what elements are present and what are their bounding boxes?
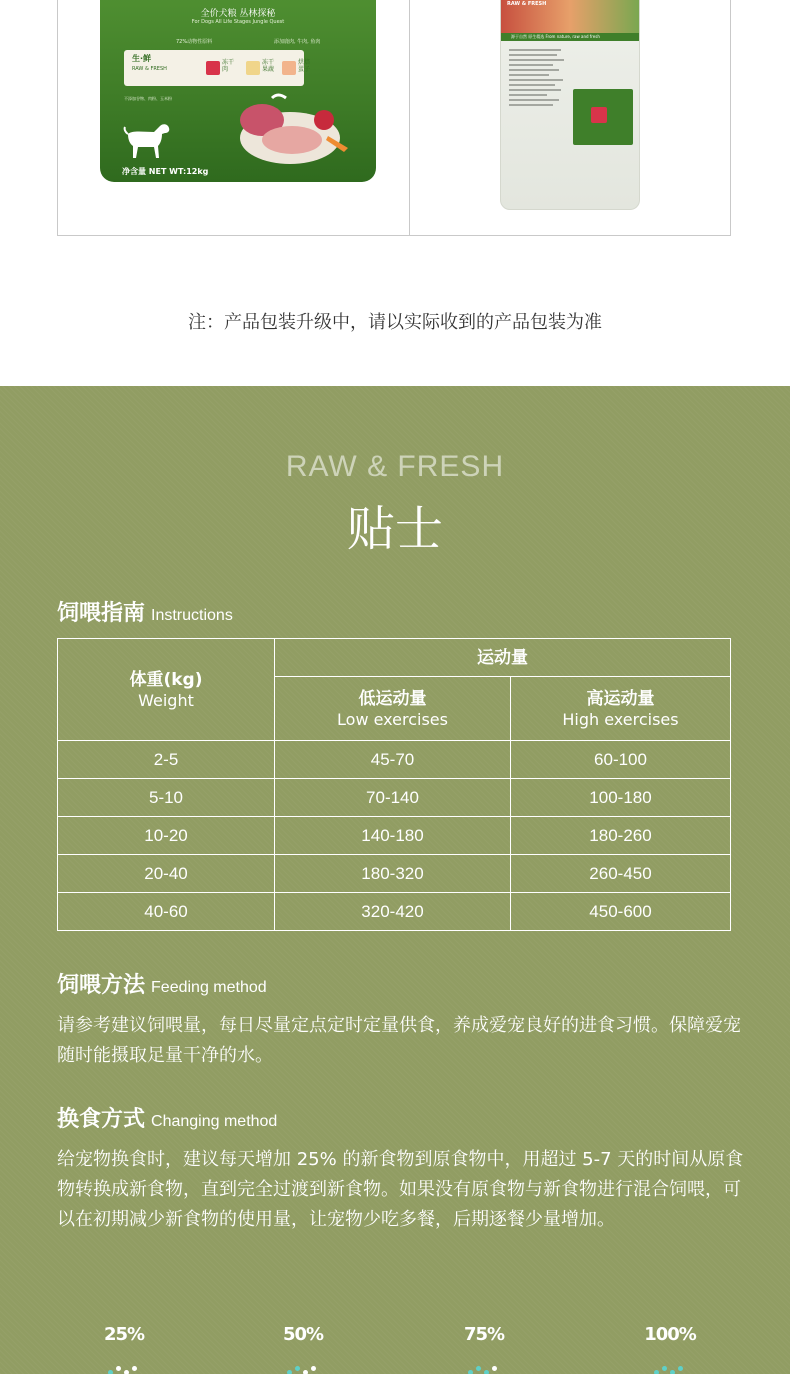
- high-cell: 450-600: [511, 893, 731, 931]
- old-food-dot: [116, 1366, 121, 1371]
- new-food-dot: [476, 1366, 481, 1371]
- back-bag-brand: RAW & FRESH: [507, 1, 547, 7]
- weight-header-en: Weight: [138, 690, 194, 710]
- low-cell: 140-180: [275, 817, 511, 855]
- back-photo-cell: [410, 0, 730, 235]
- low-cell: 45-70: [275, 741, 511, 779]
- table-row: [58, 893, 731, 931]
- low-cell: 70-140: [275, 779, 511, 817]
- instructions-heading-zh: 饲喂指南: [57, 601, 146, 626]
- dog-silhouette-icon: [122, 120, 174, 162]
- changing-heading-en: Changing method: [151, 1113, 278, 1130]
- fruit-cube-icon: [246, 61, 260, 75]
- table-row: [58, 855, 731, 893]
- old-food-dot: [124, 1370, 129, 1374]
- table-row: [58, 779, 731, 817]
- tips-title: 贴士: [346, 501, 443, 557]
- fruit-cube-label: 冻干果蔬: [262, 59, 275, 73]
- low-cell: 320-420: [275, 893, 511, 931]
- high-exercise-header: [511, 677, 731, 741]
- weight-cell: 5-10: [58, 779, 275, 817]
- egg-cube-icon: [282, 61, 296, 75]
- food-mix-dots-icon: [287, 1366, 319, 1374]
- fresh-food-illustration-icon: [232, 90, 352, 170]
- changing-text: 给宠物换食时，建议每天增加 25% 的新食物到原食物中，用超过 5-7 天的时间从原食物转换成新食物，直到完全过渡到新食物。如果没有原食物与新食物进行混合饲喂，可以在初期减少新食物的使用量，让宠物少吃多餐，后期逐餐少量增加。: [57, 1149, 744, 1230]
- step-label: 50%: [282, 1324, 324, 1345]
- badge-subtitle: RAW & FRESH: [132, 66, 167, 72]
- new-food-dot: [295, 1366, 300, 1371]
- new-food-dot: [468, 1370, 473, 1374]
- raw-fresh-badge: [124, 50, 311, 86]
- table-row: [58, 817, 731, 855]
- front-bag-image: [100, 0, 376, 182]
- low-exercise-en: Low exercises: [337, 709, 448, 729]
- old-food-dot: [492, 1366, 497, 1371]
- bag-left-tag: 72%动物性原料: [176, 39, 213, 45]
- bag-title: 全价犬粮 丛林探秘: [200, 9, 276, 19]
- high-cell: 100-180: [511, 779, 731, 817]
- weight-cell: 20-40: [58, 855, 275, 893]
- exercise-header-label: 运动量: [477, 647, 528, 668]
- high-cell: 180-260: [511, 817, 731, 855]
- high-exercise-en: High exercises: [562, 709, 679, 729]
- tips-eyebrow: RAW & FRESH: [285, 450, 505, 483]
- changing-heading: [57, 1102, 277, 1133]
- low-exercise-zh: 低运动量: [358, 688, 427, 709]
- feeding-text: 请参考建议饲喂量，每日尽量定点定时定量供食，养成爱宠良好的进食习惯。保障爱宠随时能摄取足量干净的水。: [57, 1015, 741, 1066]
- net-weight-label: 净含量 NET WT:12kg: [122, 167, 209, 176]
- back-bag-band: 源于自然 原生精选 From nature, raw and fresh: [501, 33, 639, 41]
- table-row: [58, 741, 731, 779]
- old-food-dot: [311, 1366, 316, 1371]
- food-mix-dots-icon: [108, 1366, 140, 1374]
- weight-header-zh: 体重(kg): [129, 669, 203, 690]
- high-exercise-zh: 高运动量: [586, 688, 655, 709]
- back-bag-text-lines: [509, 49, 565, 109]
- step-25: [84, 1324, 164, 1345]
- bag-subtitle: For Dogs All Life Stages Jungle Quest: [191, 19, 285, 25]
- instructions-heading-en: Instructions: [151, 607, 233, 624]
- changing-heading-zh: 换食方式: [57, 1107, 146, 1132]
- feeding-guide-table: [57, 638, 731, 931]
- new-food-dot: [287, 1370, 292, 1374]
- new-food-dot: [678, 1366, 683, 1371]
- new-food-dot: [484, 1370, 489, 1374]
- meat-cube-label: 冻干肉: [222, 59, 235, 73]
- step-75: [444, 1324, 524, 1345]
- low-cell: 180-320: [275, 855, 511, 893]
- bag-note: 不添加谷物、肉粉、玉米粉: [124, 96, 172, 101]
- step-50: [263, 1324, 343, 1345]
- low-exercise-header: [275, 677, 511, 741]
- new-food-dot: [662, 1366, 667, 1371]
- meat-cube-icon: [206, 61, 220, 75]
- step-100: [630, 1324, 710, 1345]
- badge-title: 生·鲜: [132, 54, 152, 63]
- step-label: 75%: [463, 1324, 505, 1345]
- tips-section: [0, 386, 790, 1374]
- packaging-notice: 注：产品包装升级中，请以实际收到的产品包装为准: [188, 312, 602, 333]
- new-food-dot: [108, 1370, 113, 1374]
- feeding-heading-zh: 饲喂方法: [57, 973, 146, 998]
- high-cell: 260-450: [511, 855, 731, 893]
- food-mix-dots-icon: [654, 1366, 686, 1374]
- weight-cell: 40-60: [58, 893, 275, 931]
- feeding-heading: [57, 968, 267, 999]
- weight-cell: 2-5: [58, 741, 275, 779]
- weight-cell: 10-20: [58, 817, 275, 855]
- bag-right-tag: 添加鹿肉, 牛肉, 鱼肉: [274, 39, 321, 45]
- product-photo-frame: [57, 0, 731, 236]
- step-label: 100%: [644, 1324, 696, 1345]
- back-bag-image: [500, 0, 640, 210]
- transition-steps: [0, 1324, 790, 1374]
- new-food-dot: [670, 1370, 675, 1374]
- high-cell: 60-100: [511, 741, 731, 779]
- step-label: 25%: [103, 1324, 145, 1345]
- product-images-section: [0, 0, 790, 386]
- food-mix-dots-icon: [468, 1366, 500, 1374]
- old-food-dot: [303, 1370, 308, 1374]
- instructions-heading: [57, 596, 233, 627]
- exercise-header: [275, 639, 731, 677]
- front-photo-cell: [58, 0, 410, 235]
- weight-header: [58, 639, 275, 741]
- new-food-dot: [654, 1370, 659, 1374]
- old-food-dot: [132, 1366, 137, 1371]
- egg-cube-label: 烘焙蛋子: [298, 59, 311, 73]
- feeding-heading-en: Feeding method: [151, 979, 267, 996]
- back-bag-cube-icon: [591, 107, 607, 123]
